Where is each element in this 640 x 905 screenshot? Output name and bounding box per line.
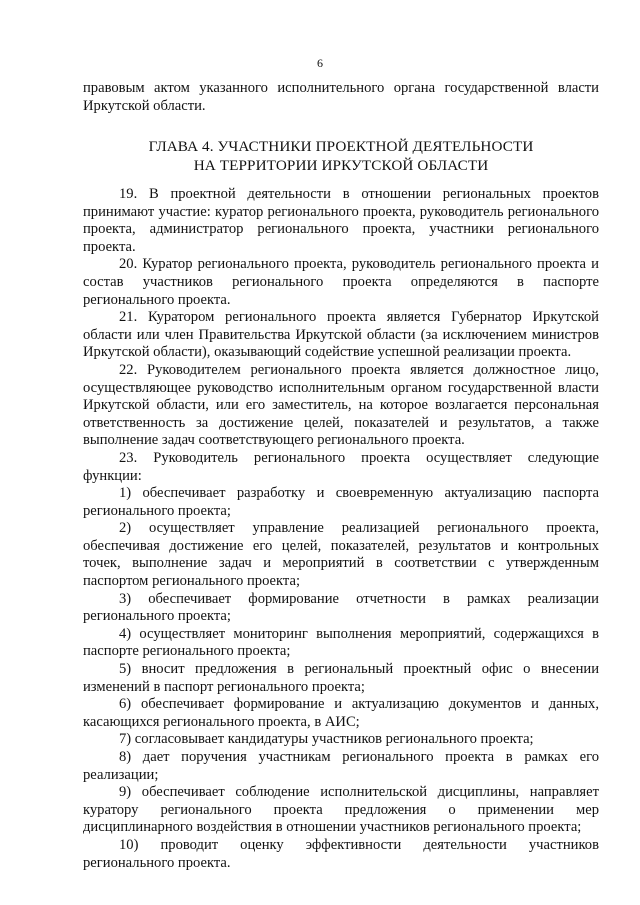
function-item-5: 5) вносит предложения в региональный проектный офис о внесении изменений в паспорт регионального проекта; [83,661,599,695]
function-item-3: 3) обеспечивает формирование отчетности в рамках реализации регионального проекта; [83,590,599,625]
function-item-8: 8) дает поручения участникам регионального проекта в рамках его реализации; [83,749,599,783]
paragraph-21: 21. Куратором регионального проекта является Губернатор Иркутской области или член Правительства Иркутской области (за исключением министров Иркутской области), оказывающий содействие успешной реализации проекта. [83,309,599,361]
function-item-1: 1) обеспечивает разработку и своевременную актуализацию паспорта регионального проекта; [83,485,599,519]
chapter-title-line-2: НА ТЕРРИТОРИИ ИРКУТСКОЙ ОБЛАСТИ [193,157,489,174]
function-item-9: 9) обеспечивает соблюдение исполнительской дисциплины, направляет куратору регионального проекта предложения о применении мер дисциплинарного воздействия в отношении участников регионального проекта; [83,784,599,836]
chapter-heading [83,137,599,175]
paragraph-20: 20. Куратор регионального проекта, руководитель регионального проекта и состав участников регионального проекта определяются в паспорте регионального проекта. [83,256,599,308]
function-item-4: 4) осуществляет мониторинг выполнения мероприятий, содержащихся в паспорте регионального проекта; [83,625,599,660]
paragraph-22: 22. Руководителем регионального проекта является должностное лицо, осуществляющее руководство исполнительным органом государственной власти Иркутской области, или его заместитель, на которое возлагается персональная ответственность за достижение целей, показателей и результатов, а также выполнение задач соответствующего регионального проекта. [83,361,599,449]
function-item-10: 10) проводит оценку эффективности деятельности участников регионального проекта. [83,836,599,871]
intro-paragraph [83,80,599,115]
intro-text: правовым актом указанного исполнительного органа государственной власти Иркутской области. [83,80,599,114]
paragraph-19: 19. В проектной деятельности в отношении региональных проектов принимают участие: куратор регионального проекта, руководитель регионального проекта, администратор регионального проекта, участники регионального проекта. [83,186,599,255]
page-number: 6 [317,56,323,70]
function-item-2: 2) осуществляет управление реализацией регионального проекта, обеспечивая достижение его целей, показателей, результатов и контрольных точек, выполнение задач и мероприятий в соответствии с утвержденным паспортом регионального проекта; [83,520,599,590]
function-item-7: 7) согласовывает кандидатуры участников регионального проекта; [119,731,534,748]
chapter-title-line-1: ГЛАВА 4. УЧАСТНИКИ ПРОЕКТНОЙ ДЕЯТЕЛЬНОСТИ [148,138,534,155]
chapter-body [83,186,599,872]
function-item-6: 6) обеспечивает формирование и актуализацию документов и данных, касающихся регионального проекта, в АИС; [83,696,599,730]
paragraph-23: 23. Руководитель регионального проекта осуществляет следующие функции: [83,449,599,484]
